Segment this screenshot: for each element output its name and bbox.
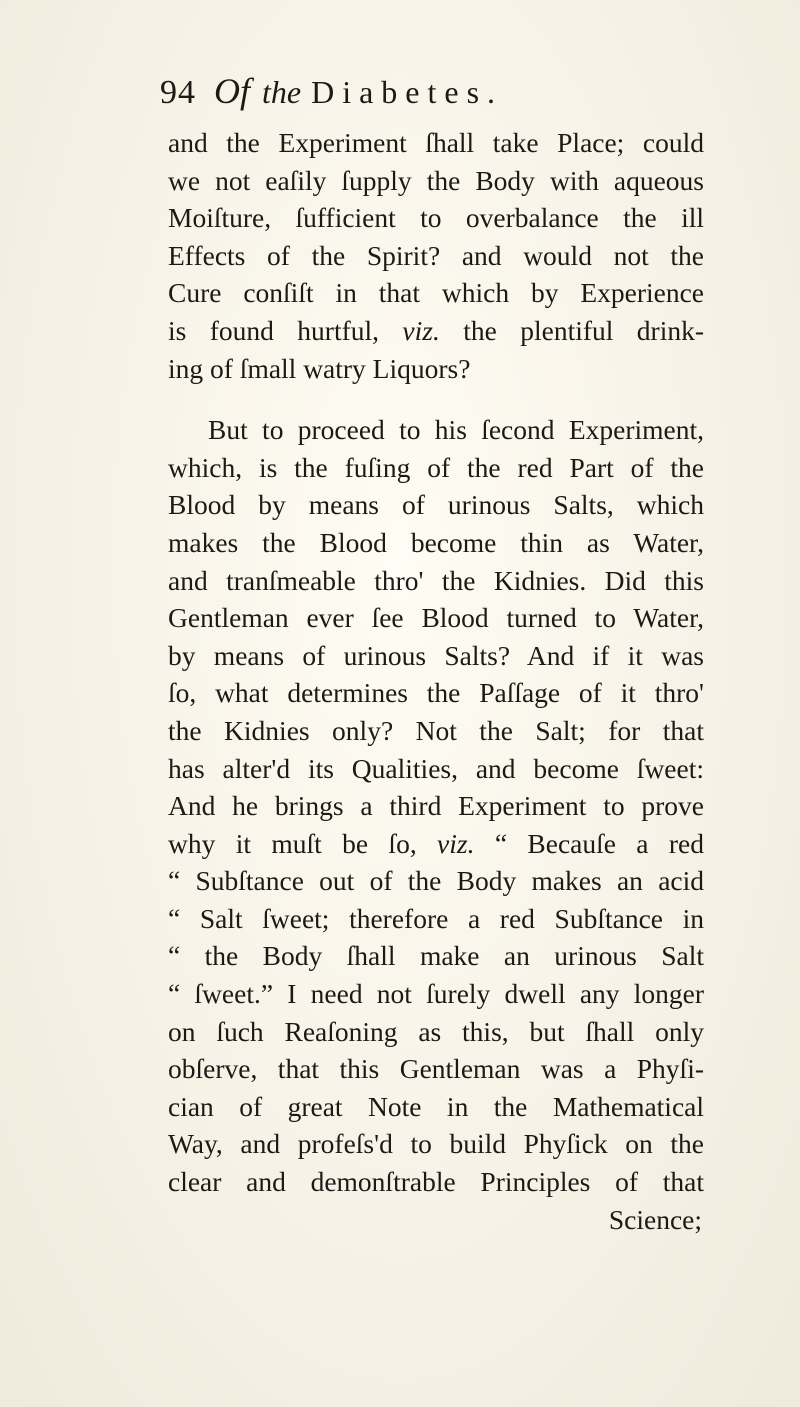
- running-title-the: the: [262, 74, 302, 110]
- text-line: Effects of the Spirit? and would not the: [168, 239, 704, 271]
- running-header: [160, 70, 503, 118]
- text-line: Gentleman ever ſee Blood turned to Water,: [168, 602, 704, 634]
- text-line: cian of great Note in the Mathematical: [168, 1090, 704, 1122]
- text-line: by means of urinous Salts? And if it was: [168, 639, 704, 671]
- text-line: “ Salt ſweet; therefore a red Subſtance in: [168, 902, 704, 934]
- text-line: we not eaſily ſupply the Body with aqueous: [168, 164, 704, 196]
- text-line: has alter'd its Qualities, and become ſweet:: [168, 752, 704, 784]
- running-title-of: Of: [214, 71, 250, 111]
- text-line: “ Subſtance out of the Body makes an acid: [168, 865, 704, 897]
- text-line: “ the Body ſhall make an urinous Salt: [168, 940, 704, 972]
- text-line: But to proceed to his ſecond Experiment,: [208, 414, 704, 446]
- text-line: makes the Blood become thin as Water,: [168, 526, 704, 558]
- text-line: why it muſt be ſo, viz. “ Becauſe a red: [168, 827, 704, 859]
- text-line: is found hurtful, viz. the plentiful drink-: [168, 314, 704, 346]
- text-line: And he brings a third Experiment to prove: [168, 790, 704, 822]
- text-line: and the Experiment ſhall take Place; could: [168, 127, 704, 158]
- text-line: clear and demonſtrable Principles of that: [168, 1166, 704, 1198]
- text-line: which, is the fuſing of the red Part of the: [168, 451, 704, 483]
- body-text: [168, 124, 704, 1238]
- catchword: Science;: [608, 1203, 702, 1235]
- text-line: on ſuch Reaſoning as this, but ſhall only: [168, 1015, 704, 1047]
- page-number: 94: [160, 74, 196, 111]
- text-line: Cure conſiſt in that which by Experience: [168, 277, 704, 309]
- text-line: and tranſmeable thro' the Kidnies. Did this: [168, 564, 704, 596]
- text-line: ſo, what determines the Paſſage of it thro': [168, 677, 704, 709]
- running-title: Diabetes.: [311, 74, 504, 110]
- text-line: “ ſweet.” I need not ſurely dwell any longer: [168, 978, 704, 1010]
- text-line: ing of ſmall watry Liquors?: [168, 352, 471, 384]
- italic-viz: viz.: [402, 314, 440, 346]
- text-line: Way, and profeſs'd to build Phyſick on the: [168, 1128, 704, 1160]
- italic-viz: viz.: [437, 827, 475, 859]
- text-line: obſerve, that this Gentleman was a Phyſi-: [168, 1053, 704, 1085]
- paragraph-gap: [168, 387, 704, 411]
- text-line: Blood by means of urinous Salts, which: [168, 489, 704, 521]
- text-line: Moiſture, ſufficient to overbalance the ill: [168, 202, 704, 234]
- text-line: the Kidnies only? Not the Salt; for that: [168, 714, 704, 746]
